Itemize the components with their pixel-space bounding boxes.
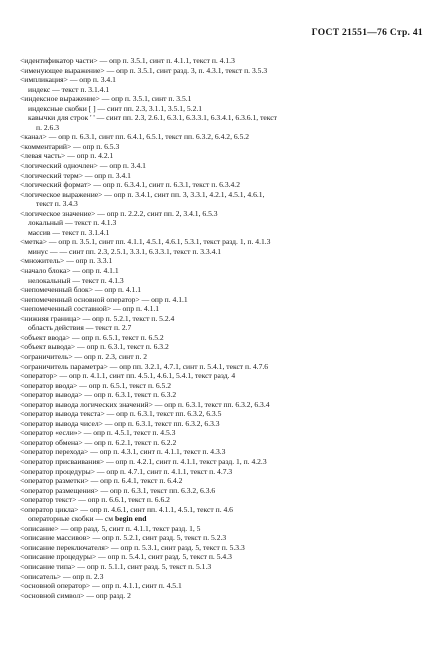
index-entry: <канал> — опр п. 6.3.1, синт пп. 6.4.1, 6.5.1, текст пп. 6.3.2, 6.4.2, 6.5.2: [20, 132, 250, 142]
index-entry: <объект вывода> — опр п. 6.3.1, текст п. 6.3.2: [20, 342, 169, 352]
index-entry: <непомеченный блок> — опр п. 4.1.1: [20, 285, 142, 295]
index-entry: <описание> — опр разд. 5, синт п. 4.1.1, текст разд. 1, 5: [20, 523, 201, 533]
index-entry: массив — текст п. 3.1.4.1: [28, 227, 110, 237]
index-entry-head: операторные скобки — см: [28, 514, 116, 524]
index-entry: <оператор> — опр п. 4.1.1, синт пп. 4.5.1, 4.6.1, 5.4.1, текст разд. 4: [20, 371, 236, 381]
index-entry: область действия — текст п. 2.7: [28, 323, 132, 333]
index-entry: <логическое значение> — опр п. 2.2.2, синт пп. 2, 3.4.1, 6.5.3: [20, 208, 218, 218]
glossary-index-list: [20, 56, 428, 600]
index-entry: индекс — текст п. 3.1.4.1: [28, 84, 110, 94]
index-entry: <описание переключателя> — опр п. 5.3.1, синт разд. 5, текст п. 5.3.3: [20, 542, 245, 552]
index-entry: <непомеченный основной оператор> — опр п. 4.1.1: [20, 294, 188, 304]
index-entry: <комментарий> — опр п. 6.5.3: [20, 141, 120, 151]
index-entry: минус — — синт пп. 2.3, 2.5.1, 3.3.1, 6.3.3.1, текст п. 3.3.4.1: [28, 246, 222, 256]
index-entry: <логический терм> — опр п. 3.4.1: [20, 170, 131, 180]
index-entry: локальный — текст п. 4.1.3: [28, 218, 117, 228]
index-entry: <оператор разметки> — опр п. 6.4.1, текст п. 6.4.2: [20, 476, 183, 486]
index-entry: <оператор присваивания> — опр п. 4.2.1, синт п. 4.1.1, текст разд. 1, п. 4.2.3: [20, 456, 267, 466]
index-entry: <левая часть> — опр п. 4.2.1: [20, 151, 114, 161]
index-entry: [20, 514, 428, 524]
index-entry: <импликация> — опр п. 3.4.1: [20, 75, 116, 85]
index-entry: <множитель> — опр п. 3.3.1: [20, 256, 113, 266]
index-entry: <нижняя граница> — опр п. 5.2.1, текст п. 5.2.4: [20, 313, 175, 323]
index-entry: <метка> — опр п. 3.5.1, синт пп. 4.1.1, 4.5.1, 4.6.1, 5.3.1, текст разд. 1, п. 4.1.3: [20, 237, 271, 247]
index-entry: <описание массивов> — опр п. 5.2.1, синт разд. 5, текст п. 5.2.3: [20, 533, 227, 543]
index-entry: <ограничитель> — опр п. 2.3, синт п. 2: [20, 351, 148, 361]
index-entry: <описатель> — опр п. 2.3: [20, 571, 104, 581]
index-entry: <именующее выражение> — опр п. 3.5.1, синт разд. 3, п. 4.3.1, текст п. 3.5.3: [20, 65, 268, 75]
index-entry: <основной символ> — опр разд. 2: [20, 590, 131, 600]
index-entry: <оператор размещения> — опр п. 6.3.1, текст пп. 6.3.2, 6.3.6: [20, 485, 216, 495]
index-entry: <логический формат> — опр п. 6.3.4.1, синт п. 6.3.1, текст п. 6.3.4.2: [20, 180, 241, 190]
index-entry: <описание процедуры> — опр п. 5.4.1, синт разд. 5, текст п. 5.4.3: [20, 552, 232, 562]
index-entry-keyword: begin end: [115, 514, 147, 524]
index-entry: нелокальный — текст п. 4.1.3: [28, 275, 124, 285]
index-entry: кавычки для строк ' ' — синт пп. 2.3, 2.6.1, 6.3.1, 6.3.3.1, 6.3.4.1, 6.3.6.1, текст: [28, 113, 277, 123]
index-entry: <объект ввода> — опр п. 6.5.1, текст п. 6.5.2: [20, 332, 164, 342]
index-entry: <оператор вывода> — опр п. 6.3.1, текст п. 6.3.2: [20, 390, 177, 400]
index-entry: <оператор цикла> — опр п. 4.6.1, синт пп. 4.1.1, 4.5.1, текст п. 4.6: [20, 504, 233, 514]
index-entry: <оператор вывода текста> — опр п. 6.3.1, текст пп. 6.3.2, 6.3.5: [20, 409, 222, 419]
index-entry: <оператор вывода логических значений> — опр п. 6.3.1, текст пп. 6.3.2, 6.3.4: [20, 399, 270, 409]
index-entry: <описание типа> — опр п. 5.1.1, синт разд. 5, текст п. 5.1.3: [20, 561, 212, 571]
index-entry: <индексное выражение> — опр п. 3.5.1, синт п. 3.5.1: [20, 94, 192, 104]
index-entry: <оператор «если»> — опр п. 4.5.1, текст п. 4.5.3: [20, 428, 176, 438]
index-entry: <логический одночлен> — опр п. 3.4.1: [20, 161, 146, 171]
index-entry: текст п. 3.4.3: [36, 199, 78, 209]
index-entry: <основной оператор> — опр п. 4.1.1, синт п. 4.5.1: [20, 581, 182, 591]
index-entry: <оператор вывода чисел> — опр п. 6.3.1, текст пп. 6.3.2, 6.3.3: [20, 418, 220, 428]
index-entry: п. 2.6.3: [36, 122, 60, 132]
index-entry: <начало блока> — опр п. 4.1.1: [20, 266, 119, 276]
index-entry: индексные скобки [ ] — синт пп. 2.3, 3.1.1, 3.5.1, 5.2.1: [28, 103, 203, 113]
index-entry: <идентификатор части> — опр п. 3.5.1, синт п. 4.1.1, текст п. 4.1.3: [20, 56, 235, 65]
index-entry: <оператор перехода> — опр п. 4.3.1, синт п. 4.1.1, текст п. 4.3.3: [20, 447, 226, 457]
index-entry: <логическое выражение> — опр п. 3.4.1, синт пп. 3, 3.3.1, 4.2.1, 4.5.1, 4.6.1,: [20, 189, 265, 199]
index-entry: <оператор ввода> — опр п. 6.5.1, текст п. 6.5.2: [20, 380, 172, 390]
page-header: [312, 28, 423, 38]
standard-title: ГОСТ 21551—76 Стр. 41: [311, 28, 423, 38]
index-entry: <оператор процедуры> — опр п. 4.7.1, синт п. 4.1.1, текст п. 4.7.3: [20, 466, 233, 476]
index-entry: <оператор текст> — опр п. 6.6.1, текст п. 6.6.2: [20, 495, 170, 505]
index-entry: <непомеченный составной> — опр п. 4.1.1: [20, 304, 160, 314]
index-entry: <ограничитель параметра> — опр пп. 3.2.1, 4.7.1, синт п. 5.4.1, текст п. 4.7.6: [20, 361, 269, 371]
index-entry: <оператор обмена> — опр п. 6.2.1, текст п. 6.2.2: [20, 437, 177, 447]
